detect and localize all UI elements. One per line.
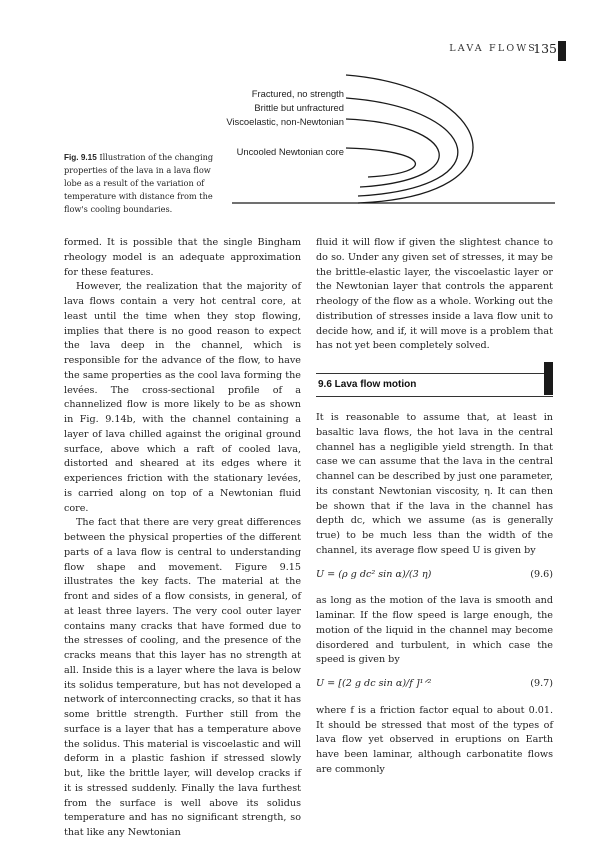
paragraph: as long as the motion of the lava is smooth and laminar. If the flow speed is large enough, the motion of the liquid in the channel may become disordered and turbulent, in which case the speed is given by — [316, 595, 553, 666]
core-boundary-line — [346, 148, 415, 177]
section-marker-bar — [544, 362, 553, 395]
right-column — [316, 236, 553, 778]
left-column — [64, 236, 301, 841]
figure-caption — [64, 151, 214, 216]
equation-number: (9.6) — [530, 568, 553, 580]
paragraph: However, the realization that the majority of lava flows contain a very hot central core, at least until the time when they stop flowing, implies that there is no good reason to expect the lava deep in the channel, which is responsible for the advance of the flow, to have the same properties as the cool lava forming the levées. The cross-sectional profile of a channelized flow is more likely to be as shown in Fig. 9.14b, with the channel containing a layer of lava chilled against the original ground surface, above which a raft of cooled lava, distorted and sheared at its edges where it experiences friction with the stationary levées, is carried along on top of a Newtonian fluid core. — [64, 281, 301, 514]
section-title: 9.6 Lava flow motion — [318, 379, 417, 390]
paragraph: where f is a friction factor equal to about 0.01. It should be stressed that most of the types of lava flow yet observed in eruptions on Earth have been laminar, although carbonatite flows are commonly — [316, 704, 553, 775]
section-heading — [316, 373, 553, 397]
label-fractured: Fractured, no strength — [251, 88, 344, 99]
label-newtonian-core: Uncooled Newtonian core — [236, 146, 344, 157]
page-number: 135 — [533, 41, 557, 56]
paragraph: The fact that there are very great differences between the physical properties of the different parts of a lava flow is central to understanding flow shape and movement. Figure 9.15 illustrates the key facts. The material at the front and sides of a flow consists, in general, of at least three layers. The very cool outer layer contains many cracks that have formed due to the stresses of cooling, and the presence of the cracks means that this layer has no strength at all. Inside this is a layer where the lava is below its solidus temperature, but has not developed a network of interconnecting cracks, so that it has some brittle strength. Further still from the surface is a layer that has a temperature above the solidus. This material is viscoelastic and will deform in a plastic fashion if stressed slowly but, like the brittle layer, will develop cracks if it is stressed suddenly. Finally the lava furthest from the surface is well above its solidus temperature and has no significant strength, so that like any Newtonian — [64, 517, 301, 838]
equation-9-6 — [316, 568, 553, 583]
label-viscoelastic: Viscoelastic, non-Newtonian — [226, 116, 344, 127]
caption-text: Illustration of the changing properties of the lava in a lava flow lobe as a result of the variation of temperature with distance from the flow's cooling boundaries. — [64, 152, 214, 214]
paragraph: formed. It is possible that the single Bingham rheology model is an adequate approximation for these features. — [64, 237, 301, 278]
equation-number: (9.7) — [530, 678, 553, 689]
equation-body: U = [(2 g dc sin α)/f ]¹ᐟ² — [316, 678, 432, 689]
paragraph: fluid it will flow if given the slightest chance to do so. Under any given set of stresses, it may be the brittle-elastic layer, the viscoelastic layer or the Newtonian layer that controls the apparent rheology of the flow as a whole. Working out the distribution of stresses inside a lava flow unit to decide how, and if, it will move is a problem that has not yet been completely solved. — [316, 237, 553, 352]
running-head: LAVA FLOWS — [449, 43, 537, 54]
caption-number: Fig. 9.15 — [64, 153, 97, 162]
equation-body: U = (ρ g dc² sin α)/(3 η) — [316, 568, 432, 580]
equation-9-7 — [316, 677, 553, 692]
paragraph: It is reasonable to assume that, at least in basaltic lava flows, the hot lava in the central channel has a negligible yield strength. In that case we can assume that the lava in the central channel can be described by just one parameter, its constant Newtonian viscosity, η. It can then be shown that if the lava in the channel has depth dc, which we assume (as is generally true) to be much less than the width of the channel, its average flow speed U is given by — [316, 412, 553, 556]
label-brittle: Brittle but unfractured — [254, 102, 344, 113]
